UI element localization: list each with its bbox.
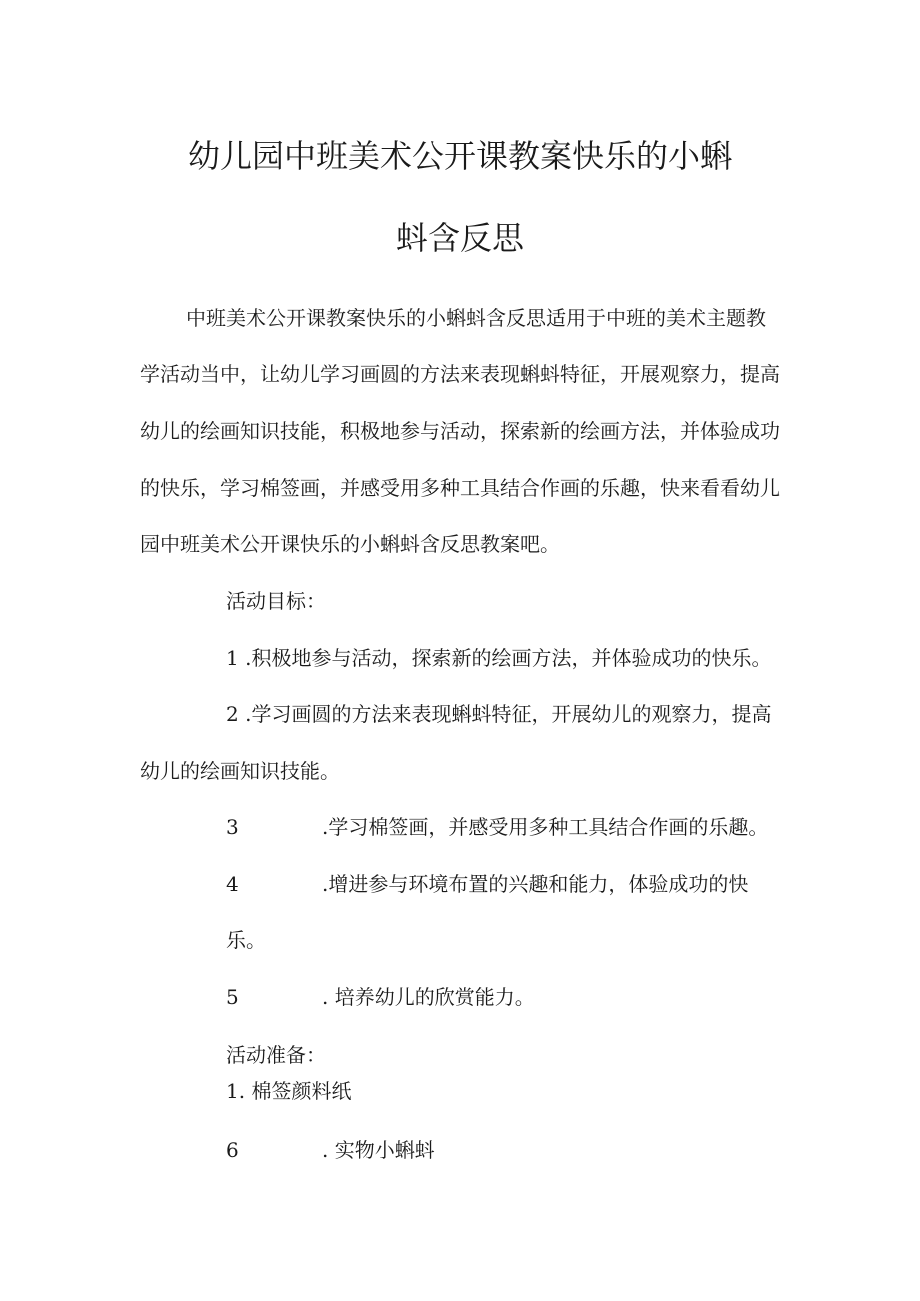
intro-line-5: 园中班美术公开课快乐的小蝌蚪含反思教案吧。 [140,532,560,556]
goal-item-3-text: .学习棉签画，并感受用多种工具结合作画的乐趣。 [322,815,769,839]
prep-heading: 活动准备： [226,1043,326,1067]
intro-line-1: 中班美术公开课教案快乐的小蝌蚪含反思适用于中班的美术主题教 [186,306,766,330]
prep-item-2-text: . 实物小蝌蚪 [322,1138,435,1162]
document-title-line-1: 幼儿园中班美术公开课教案快乐的小蝌 [187,137,732,175]
goal-item-5-number: 5 [226,985,239,1009]
goal-item-4-number: 4 [226,872,239,896]
goal-item-3-number: 3 [226,815,239,839]
intro-line-3: 幼儿的绘画知识技能，积极地参与活动，探索新的绘画方法，并体验成功 [140,419,780,443]
goal-item-4-text: .增进参与环境布置的兴趣和能力，体验成功的快 [322,872,749,896]
document-title-line-2: 蚪含反思 [395,219,524,257]
goal-item-2-line-1: 2 .学习画圆的方法来表现蝌蚪特征，开展幼儿的观察力，提高 [226,702,772,726]
goal-item-4-line-2: 乐。 [226,928,266,952]
intro-line-4: 的快乐，学习棉签画，并感受用多种工具结合作画的乐趣，快来看看幼儿 [140,476,780,500]
goal-item-2-line-2: 幼儿的绘画知识技能。 [140,759,340,783]
prep-item-2-number: 6 [226,1138,239,1162]
goal-item-5-text: . 培养幼儿的欣赏能力。 [322,985,535,1009]
prep-item-1: 1. 棉签颜料纸 [226,1079,352,1103]
intro-line-2: 学活动当中，让幼儿学习画圆的方法来表现蝌蚪特征，开展观察力，提高 [140,362,780,386]
goals-heading: 活动目标： [226,589,326,613]
goal-item-1: 1 .积极地参与活动，探索新的绘画方法，并体验成功的快乐。 [226,646,772,670]
